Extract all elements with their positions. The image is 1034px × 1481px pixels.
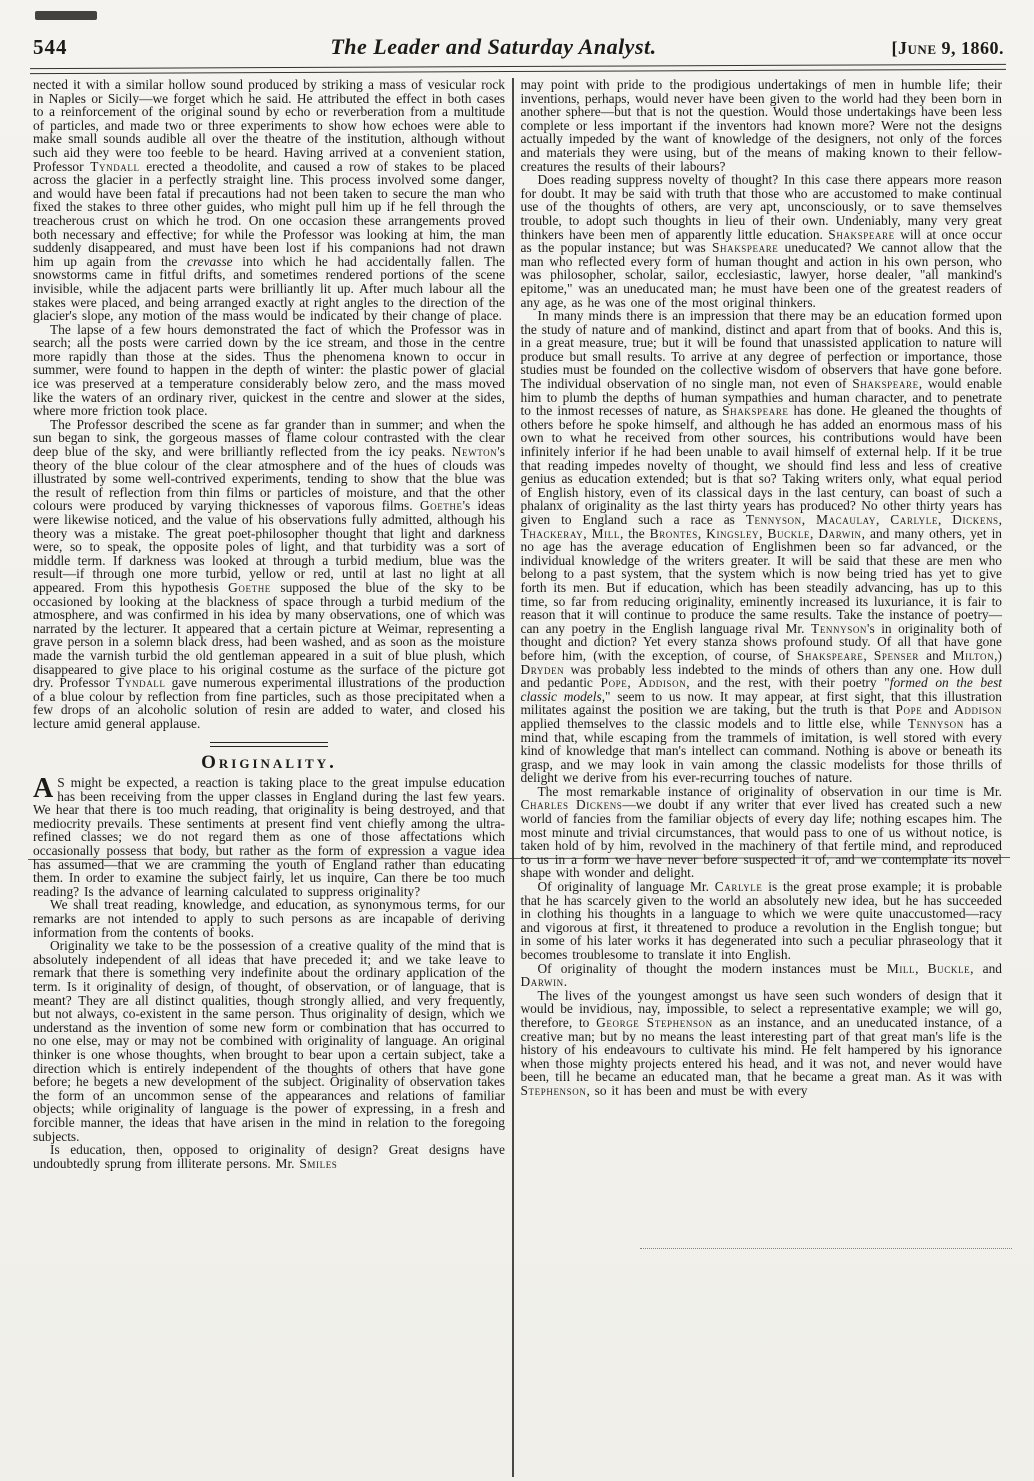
small-caps-name: Tyndall [90,158,140,174]
right-column [521,78,1003,1477]
left-column [33,78,505,1477]
small-caps-name: Pope [895,702,923,718]
small-caps-name: Tennyson [811,620,868,636]
small-caps-name: Darwin [818,525,862,541]
small-caps-name: Mill [886,960,916,976]
small-caps-name: Mill [591,525,620,541]
small-caps-name: Shakspeare [828,226,895,242]
article-paragraph: The lapse of a few hours demonstrated the fact of which the Professor was in search; all the posts were carried down by the ice stream, and those in the centre more rapidly than those at the sides. Thus the phenomena known to occur in summer, were found to happen in the depth of winter: the plastic power of glacial ice was preserved at a temperature considerably below zero, and the mass moved like the waters of an ordinary river, quickest in the centre and slower at the sides, where more friction took place. [33,321,505,419]
small-caps-name: Buckle [927,960,971,976]
italic-phrase: crevasse [187,253,233,269]
small-caps-name: Tennyson [745,512,802,527]
small-caps-name: Brontes [649,525,698,541]
small-caps-name: Milton [952,647,995,663]
small-caps-name: Spenser [873,647,919,663]
article-paragraph: Originality we take to be the possession of a creative quality of the mind that is absolutely independent of all ideas that have preceded it; and we take leave to remark that there is something very indefinite about the ordinary application of the term. Is it originality of design, of thought, of observation, or of language, that is meant? They are all distinct qualities, though strongly allied, and very frequently, but not always, co-existent in the same person. Thus originality of design, which we understand as the invention of some new form or combination that has occurred to no one else, may or may not be combined with originality of language. An original thinker is one whose thoughts, when brought to bear upon a certain subject, take a direction which is entirely independent of the thoughts of others that have gone before; he begets a new development of the subject. Originality of observation takes the form of an uncommon sense of the appearances and relations of familiar objects; while originality of language is the power of expressing, in a fresh and forcible manner, the ideas that have arisen in the mind in relation to the foregoing subjects. [33,938,505,1144]
small-caps-name: Kingsley [706,525,760,541]
article-paragraph: The most remarkable instance of originality of observation in our time is Mr. Charles Dickens—we doubt if any writer that ever lived has created such a new world of fancies from the familiar objects of every day life; nothing escapes him. The most minute and trivial circumstances, that would pass to one of us without notice, is taken hold of by him, revolved in the machinery of that fertile mind, and reproduced to us in a form we have never before suspected it of, and we contemplate its novel shape with wonder and delight. [520,783,1002,881]
drop-cap: A [33,773,54,805]
small-caps-name: Addison [638,675,687,691]
article-paragraph: may point with pride to the prodigious undertakings of men in humble life; their inventions, perhaps, would never have been given to the world had they been born in another sphere—but that is not the question. Would those undertakings have been less complete or less important if the inventors had known more? Were not the designs actually impeded by the want of knowledge of the designers, not only of the forces and materials they were using, but of the means of making known to their fellow-creatures the results of their labours? [520,77,1002,174]
article-paragraph: The lives of the youngest amongst us have seen such wonders of design that it would be invidious, nay, impossible, to select a representative example; we will go, therefore, to George Stephenson as an instance, and an uneducated instance, of a creative man; but by no means the least interesting part of that great man's life is the history of his endeavours to cultivate his mind. He felt hampered by his ignorance when those mighty projects entered his head, and it was not, and never would have been, till he became an educated man, that he became a great man. As it was with Stephenson, so it has been and must be with every [520,987,1003,1098]
ink-smudge-artifact [35,11,97,20]
article-paragraph: nected it with a similar hollow sound produced by striking a mass of vesicular rock in Naples or Sicily—we forget which he said. He attributed the effect in both cases to a reinforcement of the original sound by echo or reverberation from a multitude of particles, and made two or three experiments to show how echoes were able to make small sounds audible all over the theatre of the institution, although without such aid they were too feeble to be heard. Having arrived at a convenient station, Professor Tyndall erected a theodolite, and caused a row of stakes to be placed across the glacier in a perfectly straight line. This process involved some danger, and would have been fatal if precautions had not been taken to secure the man who fixed the stakes to three other guides, who might pull him up if he fell through the treacherous crust on which he trod. On one occasion these arrangements proved both necessary and effective; for while the Professor was looking at him, the man suddenly disappeared, and must have been lost if his companions had not drawn him up again from the crevasse into which he had accidentally fallen. The snowstorms came in fitful drifts, and sometimes rendered portions of the scene invisible, while the adjacent parts were brilliantly lit up. After much labour all the stakes were placed, and being arranged exactly at right angles to the direction of the glacier's slope, any motion of the mass would be indicated by their change of place. [33,77,505,324]
small-caps-name: George Stephenson [596,1014,713,1030]
section-divider [210,742,328,747]
small-caps-name: Goethe [419,498,463,514]
small-caps-name: Dryden [520,661,565,677]
small-caps-name: Pope [600,675,628,691]
small-caps-name: Dickens [576,797,623,813]
small-caps-name: Newton [451,444,498,460]
small-caps-name: Stephenson [646,1014,713,1030]
small-caps-name: Shakspeare [852,376,919,392]
small-caps-name: Addison [954,702,1002,718]
small-caps-name: Shakspeare [722,403,789,419]
small-caps-name: Shakspeare [711,240,779,256]
issue-date: [June 9, 1860. [891,38,1004,58]
small-caps-name: Dickens [952,512,999,527]
article-paragraph: Does reading suppress novelty of thought? In this case there appears more reason for doubt. It may be said with truth that those who are accustomed to make continual use of the thoughts of others, are very apt, unconsciously, or to save themselves trouble, to adopt such thoughts in lieu of their own. Undeniably, many very great thinkers have been men of apparently little education. Shakspeare will at once occur as the popular instance; but was Shakspeare uneducated? We cannot allow that the man who reflected every form of human thought and action in his own person, who was philosopher, scholar, sailor, ecclesiastic, lawyer, horse dealer, "all mankind's epitome," was an uneducated man; he must have been one of the greatest readers of any age, as he was one of the most original thinkers. [520,172,1002,310]
small-caps-name: Stephenson [520,1082,587,1098]
small-caps-name: Tennyson [907,715,964,731]
small-caps-name: Thackeray [520,525,584,541]
article-paragraph: Of originality of language Mr. Carlyle is the great prose example; it is probable that he has scarcely given to the world an absolutely new idea, but he has succeeded in clothing his thoughts in a language to which we were quite unaccustomed—racy and vigorous at first, it threatened to produce a revolution in the English tongue; but in some of his later works it has degenerated into such a peculiar phraseology that it becomes troublesome to translate it into English. [520,879,1002,962]
article-paragraph: We shall treat reading, knowledge, and education, as synonymous terms, for our remarks are not intended to apply to such persons as are incapable of deriving information from the contents of books. [33,897,505,940]
article-paragraph: Of originality of thought the modern instances must be Mill, Buckle, and Darwin. [520,960,1002,990]
small-caps-name: Carlyle [890,512,938,527]
masthead-title: The Leader and Saturday Analyst. [330,34,657,59]
small-caps-name: Tyndall [116,675,166,691]
article-paragraph: A S might be expected, a reaction is taking place to the great impulse education has been receiving from the upper classes in England during the last few years. We hear that there is too much reading, that originality is being destroyed, and that mediocrity prevails. These sentiments at present find vent chiefly among the ultra-refined classes; we do not regard them as one of those affectations which occasionally possess that body, but rather as the form of expression a vague idea has assumed—that we are cramming the youth of England rather than educating them. In order to examine the subject fairly, let us inquire, Can there be too much reading? Is the advance of learning calculated to suppress originality? [33,773,505,899]
header-rule [30,64,1006,74]
small-caps-name: Macaulay [816,512,876,527]
article-paragraph: In many minds there is an impression that there may be an education formed upon the study of nature and of mankind, distinct and apart from that of books. And this is, in a great measure, true; but it will be found that unassisted application to nature will produce but small results. To arrive at any degree of perfection or importance, those studies must be founded on the collective wisdom of observers that have gone before. The individual observation of no single man, not even of Shakspeare, would enable him to plumb the depths of human sympathies and human character, and to penetrate to the inmost recesses of nature, as Shakspeare has done. He gleaned the thoughts of others before he spoke himself, and although he has added an enormous mass of his own to what he received from other sources, his contributions would have been infinitely inferior if he had been unable to avail himself of external help. If it be true that reading impedes novelty of thought, we should find less and less of creative genius as education extended; but is that so? Taking writers only, what equal period of English history, even of its classical days in the last century, can boast of such a phalanx of originality as the last thirty years has produced? No other thirty years has given to England such a race as Tennyson, Macaulay, Carlyle, Dickens, Thackeray, Mill, the Brontes, Kingsley, Buckle, Darwin, and many others, yet in no age has the average education of Englishmen been so far advanced, or the individual knowledge of the writers greater. It will be said that these are men who belong to a past system, that the system which is now being tried has yet to give forth its men. But if education, which has been steadily advancing, has up to this time, so far from reducing originality, eminently increased its luxuriance, it is fair to reason that it will continue to produce the same results. Take the instance of poetry—can any poetry in the English language rival Mr. Tennyson's in originality both of thought and diction? Yet every stanza shows profound study. Of all that have gone before him, (with the exception, of course, of Shakspeare, Spenser and Milton,) Dryden was probably less indebted to the minds of others than any one. How dull and pedantic Pope, Addison, and the rest, with their poetry "formed on the best classic models," seem to us now. It may appear, at first sight, that this illustration militates against the position we are taking, but the truth is that Pope and Addison applied themselves to the classic models and to little else, while Tennyson has a mind that, while escaping from the trammels of imitation, is well stored with every kind of knowledge that man's intellect can command. Nothing is above or beneath its grasp, and we may look in vain among the classic modelists for those thrills of delight we derive from his ever-recurring touches of nature. [520,308,1003,786]
article-paragraph: The Professor described the scene as far grander than in summer; and when the sun began to sink, the gorgeous masses of flame colour contrasted with the clear deep blue of the sky, and were brilliantly reflected from the icy peaks. Newton's theory of the blue colour of the clear atmosphere and of the hues of clouds was illustrated by some well-contrived experiments, tending to show that the blue was the result of reflection from thin films or particles of moisture, and that the other colours were produced by varying thicknesses of vaporous films. Goethe's ideas were likewise noticed, and the value of his observations fully admitted, although his theory was a mistake. The great poet-philosopher thought that light and darkness were, so to speak, the opposite poles of light, and that turbidity was a sort of middle term. If darkness was looked at through a turbid medium, blue was the result—if through one more turbid, yellow or red, until at last no light at all appeared. From this hypothesis Goethe supposed the blue of the sky to be occasioned by looking at the blackness of space through a turbid medium of the atmosphere, and was confirmed in his idea by many observations, one of which was narrated by the lecturer. It appeared that a certain picture at Weimar, representing a grave person in a solemn black dress, had been washed, and as soon as the moisture made the varnish turbid the old gentleman appeared in a suit of blue plush, which disappeared to give place to his original costume as the surface of the picture got dry. Professor Tyndall gave numerous experimental illustrations of the production of a blue colour by reflection from fine particles, such as those precipitated when a few drops of an alcoholic solution of resin are added to water, and closed his lecture amid general applause. [33,416,505,731]
section-heading: Originality. [201,751,337,773]
small-caps-name: Shakspeare [796,647,864,663]
small-caps-name: Smiles [299,1155,338,1171]
page-header [33,34,1004,60]
page-number: 544 [33,35,68,59]
article-paragraph: Is education, then, opposed to originality of design? Great designs have undoubtedly sprung from illiterate persons. Mr. Smiles [33,1142,505,1171]
small-caps-name: Darwin [520,974,564,990]
italic-phrase: formed on the best classic models [520,675,1002,704]
small-caps-name: Goethe [228,579,271,595]
column-divider-rule [512,78,514,1477]
small-caps-name: Charles Dickens [520,797,623,813]
small-caps-name: Carlyle [714,879,763,895]
small-caps-name: Buckle [767,525,811,541]
article-columns [33,78,1002,1477]
